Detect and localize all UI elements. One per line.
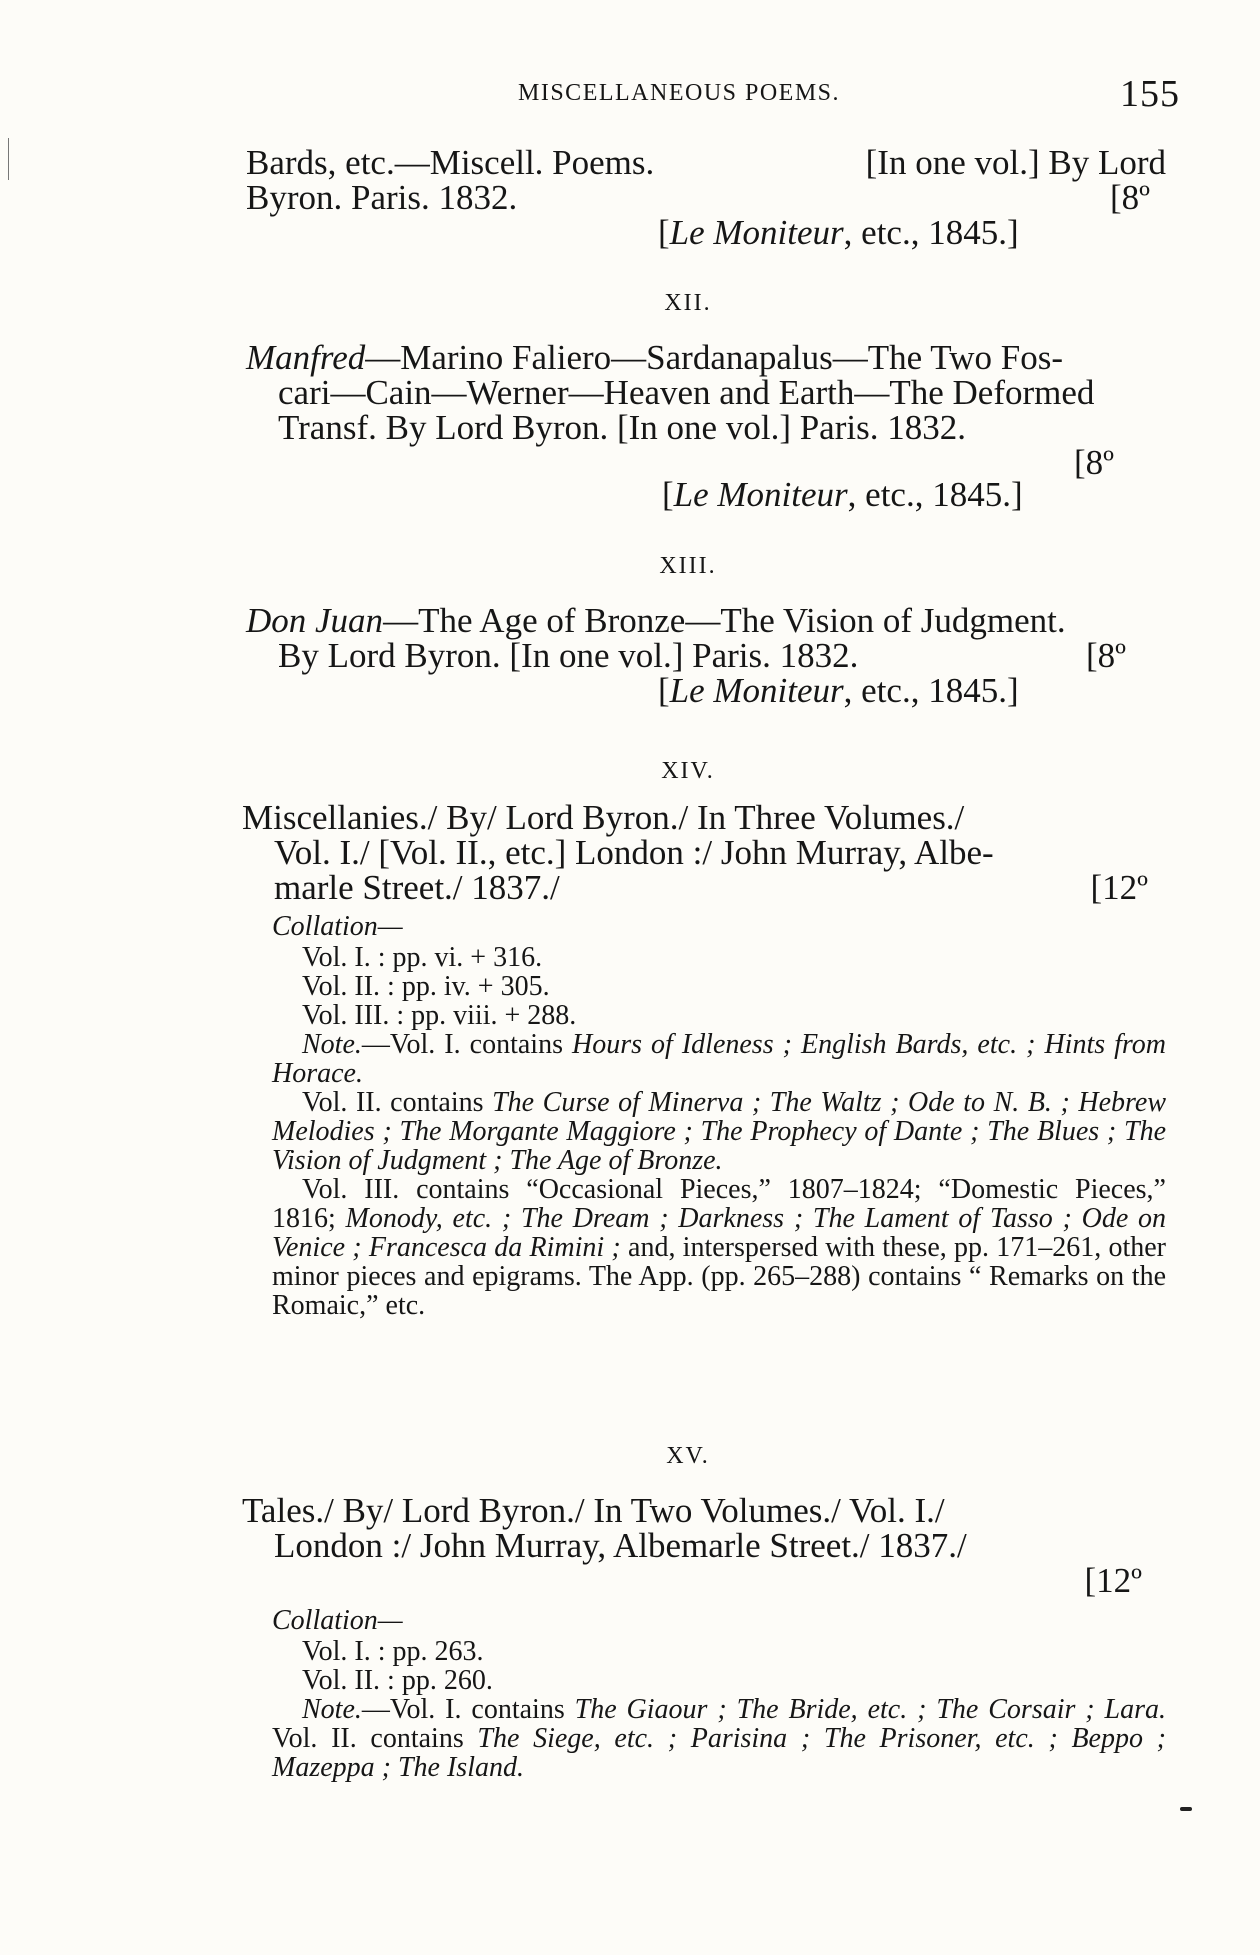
format-line xyxy=(246,1563,1166,1599)
format-mark: [8º xyxy=(1085,636,1126,675)
section-numeral xyxy=(0,1443,1260,1470)
source-prefix: [ xyxy=(662,475,674,514)
page-header xyxy=(0,72,1260,122)
entry-title-line xyxy=(246,835,1166,870)
note-paragraph xyxy=(272,1695,1166,1782)
source-title: Le Moniteur xyxy=(669,671,844,710)
entry-title-line xyxy=(246,870,1166,905)
note-works: Monody, etc. ; The Dream ; Darkness ; The Lament of Tasso ; Ode on Venice ; Francesca da Rimini ; xyxy=(272,1203,1167,1263)
gutter-mark xyxy=(8,138,9,180)
entry-xii xyxy=(246,340,1166,512)
volume-collation: Vol. II. : pp. 260. xyxy=(302,1665,493,1696)
entry-xv xyxy=(242,1491,1167,1783)
title-line: Bards, etc.—Miscell. Poems. xyxy=(246,143,655,182)
section-numeral xyxy=(0,553,1260,580)
format-line xyxy=(246,443,1166,482)
title-line: Byron. Paris. 1832. xyxy=(246,178,518,217)
entry-xiv xyxy=(242,798,1167,1321)
title-text: —Marino Faliero—Sardanapalus—The Two Fos- xyxy=(365,338,1064,377)
title-text: Transf. By Lord Byron. [In one vol.] Paris. 1832. xyxy=(278,408,966,447)
source-prefix: [ xyxy=(658,671,670,710)
format-mark: [8º xyxy=(1109,178,1150,217)
entry-title xyxy=(246,603,1166,638)
volume-collation: Vol. I. : pp. vi. + 316. xyxy=(302,942,543,973)
volume-collation: Vol. III. : pp. viii. + 288. xyxy=(302,1000,577,1031)
source-suffix: , etc., 1845.] xyxy=(843,671,1019,710)
note-text: and, interspersed with these, pp. 171–261, other minor pieces and epigrams. The App. (pp. 265–288) contains “ Remarks on the Romaic,” etc. xyxy=(272,1232,1167,1321)
entry-xiii xyxy=(246,603,1166,708)
entry-title xyxy=(246,340,1166,375)
section-numeral xyxy=(0,758,1260,785)
numeral-text: XV. xyxy=(666,1443,710,1469)
note-paragraph xyxy=(272,1175,1166,1320)
title-italic: Manfred xyxy=(246,338,366,377)
note-paragraph xyxy=(272,1030,1166,1088)
entry-title-line xyxy=(246,1528,1166,1563)
title-text: By Lord Byron. [In one vol.] Paris. 1832. xyxy=(278,636,859,675)
source-suffix: , etc., 1845.] xyxy=(847,475,1023,514)
title-text: Miscellanies./ By/ Lord Byron./ In Three Volumes./ xyxy=(242,798,965,837)
note-text: Vol. III. contains “Occasional Pieces,” 1807–1824; “Domestic Pieces,” 1816; xyxy=(272,1174,1166,1234)
title-italic: Don Juan xyxy=(246,601,384,640)
note-paragraph xyxy=(272,1088,1166,1175)
entry-title xyxy=(246,145,1166,180)
entry-title-line xyxy=(246,638,1166,673)
source-title: Le Moniteur xyxy=(673,475,848,514)
volume-collation: Vol. II. : pp. iv. + 305. xyxy=(302,971,550,1002)
note-text: Vol. II. contains xyxy=(272,1723,464,1754)
page-number: 155 xyxy=(1120,73,1180,115)
note-text: —Vol. I. contains xyxy=(361,1029,563,1060)
source-citation xyxy=(662,477,1166,512)
entry-title xyxy=(242,800,1166,835)
title-text: marle Street./ 1837./ xyxy=(274,868,560,907)
note-text: Vol. II. contains xyxy=(302,1087,484,1118)
source-citation xyxy=(658,215,1166,250)
title-text: cari—Cain—Werner—Heaven and Earth—The Deformed xyxy=(278,373,1095,412)
numeral-text: XIII. xyxy=(659,553,717,579)
entry-title-line2 xyxy=(246,180,1166,215)
title-text: London :/ John Murray, Albemarle Street./ 1837./ xyxy=(274,1526,967,1565)
note-works: The Siege, etc. ; Parisina ; The Prisoner, etc. ; Beppo ; Mazeppa ; The Island. xyxy=(272,1723,1166,1783)
format-mark: [12º xyxy=(1084,1561,1142,1600)
entry-title xyxy=(242,1493,1166,1528)
note-works: The Curse of Minerva ; The Waltz ; Ode to N. B. ; Hebrew Melodies ; The Morgante Maggiore ; The Prophecy of Dante ; The Blues ; The Vision of Judgment ; The Age of Bronze. xyxy=(272,1087,1167,1176)
source-title: Le Moniteur xyxy=(669,213,844,252)
note-label: Note. xyxy=(302,1029,362,1060)
source-suffix: , etc., 1845.] xyxy=(843,213,1019,252)
note-works: The Giaour ; The Bride, etc. ; The Corsair ; Lara. xyxy=(574,1694,1167,1725)
numeral-text: XII. xyxy=(664,290,712,316)
volume-collation: Vol. I. : pp. 263. xyxy=(302,1636,484,1667)
title-text: Vol. I./ [Vol. II., etc.] London :/ John Murray, Albe- xyxy=(274,833,994,872)
note-works: Hours of Idleness ; English Bards, etc. ; Hints from Horace. xyxy=(272,1029,1166,1089)
source-prefix: [ xyxy=(658,213,670,252)
numeral-text: XIV. xyxy=(661,758,715,784)
format-mark: [12º xyxy=(1090,868,1148,907)
running-title: MISCELLANEOUS POEMS. xyxy=(518,80,841,106)
entry-xi-tail xyxy=(246,145,1166,250)
title-text: —The Age of Bronze—The Vision of Judgment. xyxy=(383,601,1066,640)
collation-heading: Collation— xyxy=(272,911,403,942)
title-text: Tales./ By/ Lord Byron./ In Two Volumes./ Vol. I./ xyxy=(242,1491,945,1530)
format-mark: [8º xyxy=(1073,443,1114,482)
section-numeral xyxy=(0,290,1260,317)
entry-title-line xyxy=(246,375,1166,410)
note-label: Note. xyxy=(302,1694,362,1725)
entry-title-line xyxy=(246,410,1166,445)
printer-mark xyxy=(1180,1807,1192,1811)
note-text: —Vol. I. contains xyxy=(361,1694,565,1725)
title-line-right: [In one vol.] By Lord xyxy=(865,143,1166,182)
collation-heading: Collation— xyxy=(272,1605,403,1636)
source-citation xyxy=(658,673,1166,708)
